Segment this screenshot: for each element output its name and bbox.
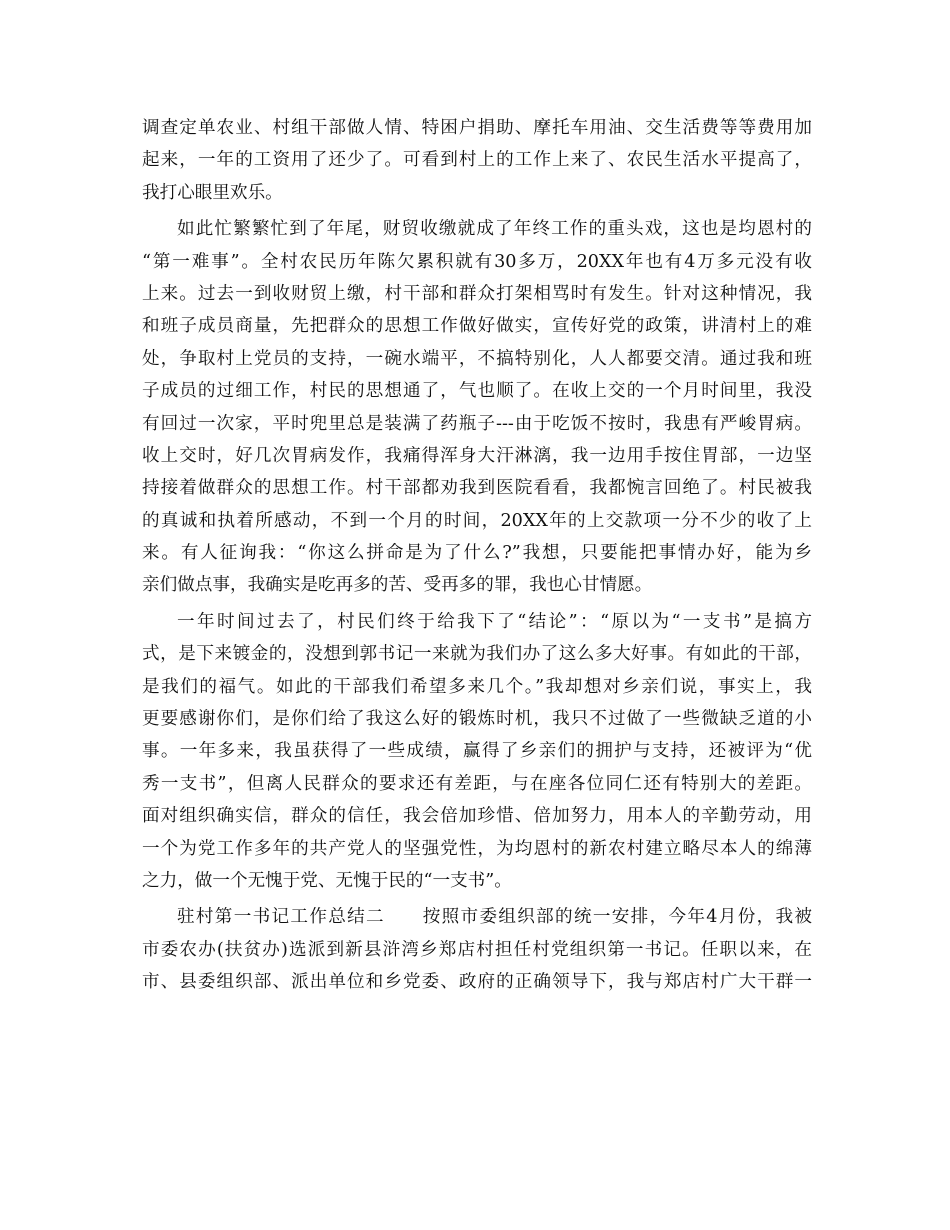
document-body — [142, 112, 812, 999]
text-line: 亲们做点事，我确实是吃再多的苦、受再多的罪，我也心甘情愿。 — [142, 575, 653, 596]
paragraph-3 — [142, 606, 812, 898]
paragraph-4 — [142, 901, 812, 998]
text-line: 收上交时，好几次胃病发作，我痛得浑身大汗淋漓，我一边用手按住胃部，一边坚 — [142, 445, 812, 466]
text-line: 来。有人征询我：“你这么拼命是为了什么?”我想，只要能把事情办好，能为乡 — [142, 543, 812, 564]
text-line: 面对组织确实信，群众的信任，我会倍加珍惜、倍加努力，用本人的辛勤劳动，用 — [142, 806, 812, 827]
text-line: 调查定单农业、村组干部做人情、特困户捐助、摩托车用油、交生活费等等费用加 — [142, 118, 812, 138]
text-line: 和班子成员商量，先把群众的思想工作做好做实，宣传好党的政策，讲清村上的难 — [142, 316, 812, 337]
text-line: 市、县委组织部、派出单位和乡党委、政府的正确领导下，我与郑店村广大干群一 — [142, 972, 812, 993]
text-line: 有回过一次家，平时兜里总是装满了药瓶子---由于吃饭不按时，我患有严峻胃病。 — [142, 413, 812, 434]
text-line: 秀一支书”，但离人民群众的要求还有差距，与在座各位同仁还有特别大的差距。 — [142, 773, 812, 794]
text-line: 上来。过去一到收财贸上缴，村干部和群众打架相骂时有发生。针对这种情况，我 — [142, 283, 812, 304]
text-line: 持接着做群众的思想工作。村干部都劝我到医院看看，我都惋言回绝了。村民被我 — [142, 478, 812, 499]
text-line: 一年时间过去了，村民们终于给我下了“结论”：“原以为“一支书”是搞方 — [177, 611, 812, 632]
text-line: 更要感谢你们，是你们给了我这么好的锻炼时机，我只不过做了一些微缺乏道的小 — [142, 709, 812, 730]
text-line: 市委农办(扶贫办)选派到新县浒湾乡郑店村担任村党组织第一书记。任职以来，在 — [142, 939, 812, 960]
text-line: 一个为党工作多年的共产党人的坚强党性，为均恩村的新农村建立略尽本人的绵薄 — [142, 838, 812, 859]
text-line: 是我们的福气。如此的干部我们希望多来几个。”我却想对乡亲们说，事实上，我 — [142, 676, 812, 697]
text-line: 事。一年多来，我虽获得了一些成绩，赢得了乡亲们的拥护与支持，还被评为“优 — [142, 741, 812, 762]
text-line: 起来，一年的工资用了还少了。可看到村上的工作上来了、农民生活水平提高了， — [142, 150, 812, 171]
text-line: 子成员的过细工作，村民的思想通了，气也顺了。在收上交的一个月时间里，我没 — [142, 381, 812, 402]
text-line: 处，争取村上党员的支持，一碗水端平，不搞特别化，人人都要交清。通过我和班 — [142, 348, 812, 369]
text-line: 之力，做一个无愧于党、无愧于民的“一支书”。 — [142, 870, 512, 891]
text-line: 如此忙繁繁忙到了年尾，财贸收缴就成了年终工作的重头戏，这也是均恩村的 — [177, 219, 812, 240]
text-line: 驻村第一书记工作总结二 按照市委组织部的统一安排，今年4月份，我被 — [177, 907, 812, 928]
text-line: “第一难事”。全村农民历年陈欠累积就有30多万，20XX年也有4万多元没有收 — [142, 251, 812, 272]
text-line: 的真诚和执着所感动，不到一个月的时间，20XX年的上交款项一分不少的收了上 — [142, 510, 812, 531]
paragraph-1 — [142, 112, 812, 209]
text-line: 我打心眼里欢乐。 — [142, 182, 283, 203]
text-line: 式，是下来镀金的，没想到郭书记一来就为我们办了这么多大好事。有如此的干部， — [142, 644, 812, 665]
paragraph-2 — [142, 213, 812, 602]
